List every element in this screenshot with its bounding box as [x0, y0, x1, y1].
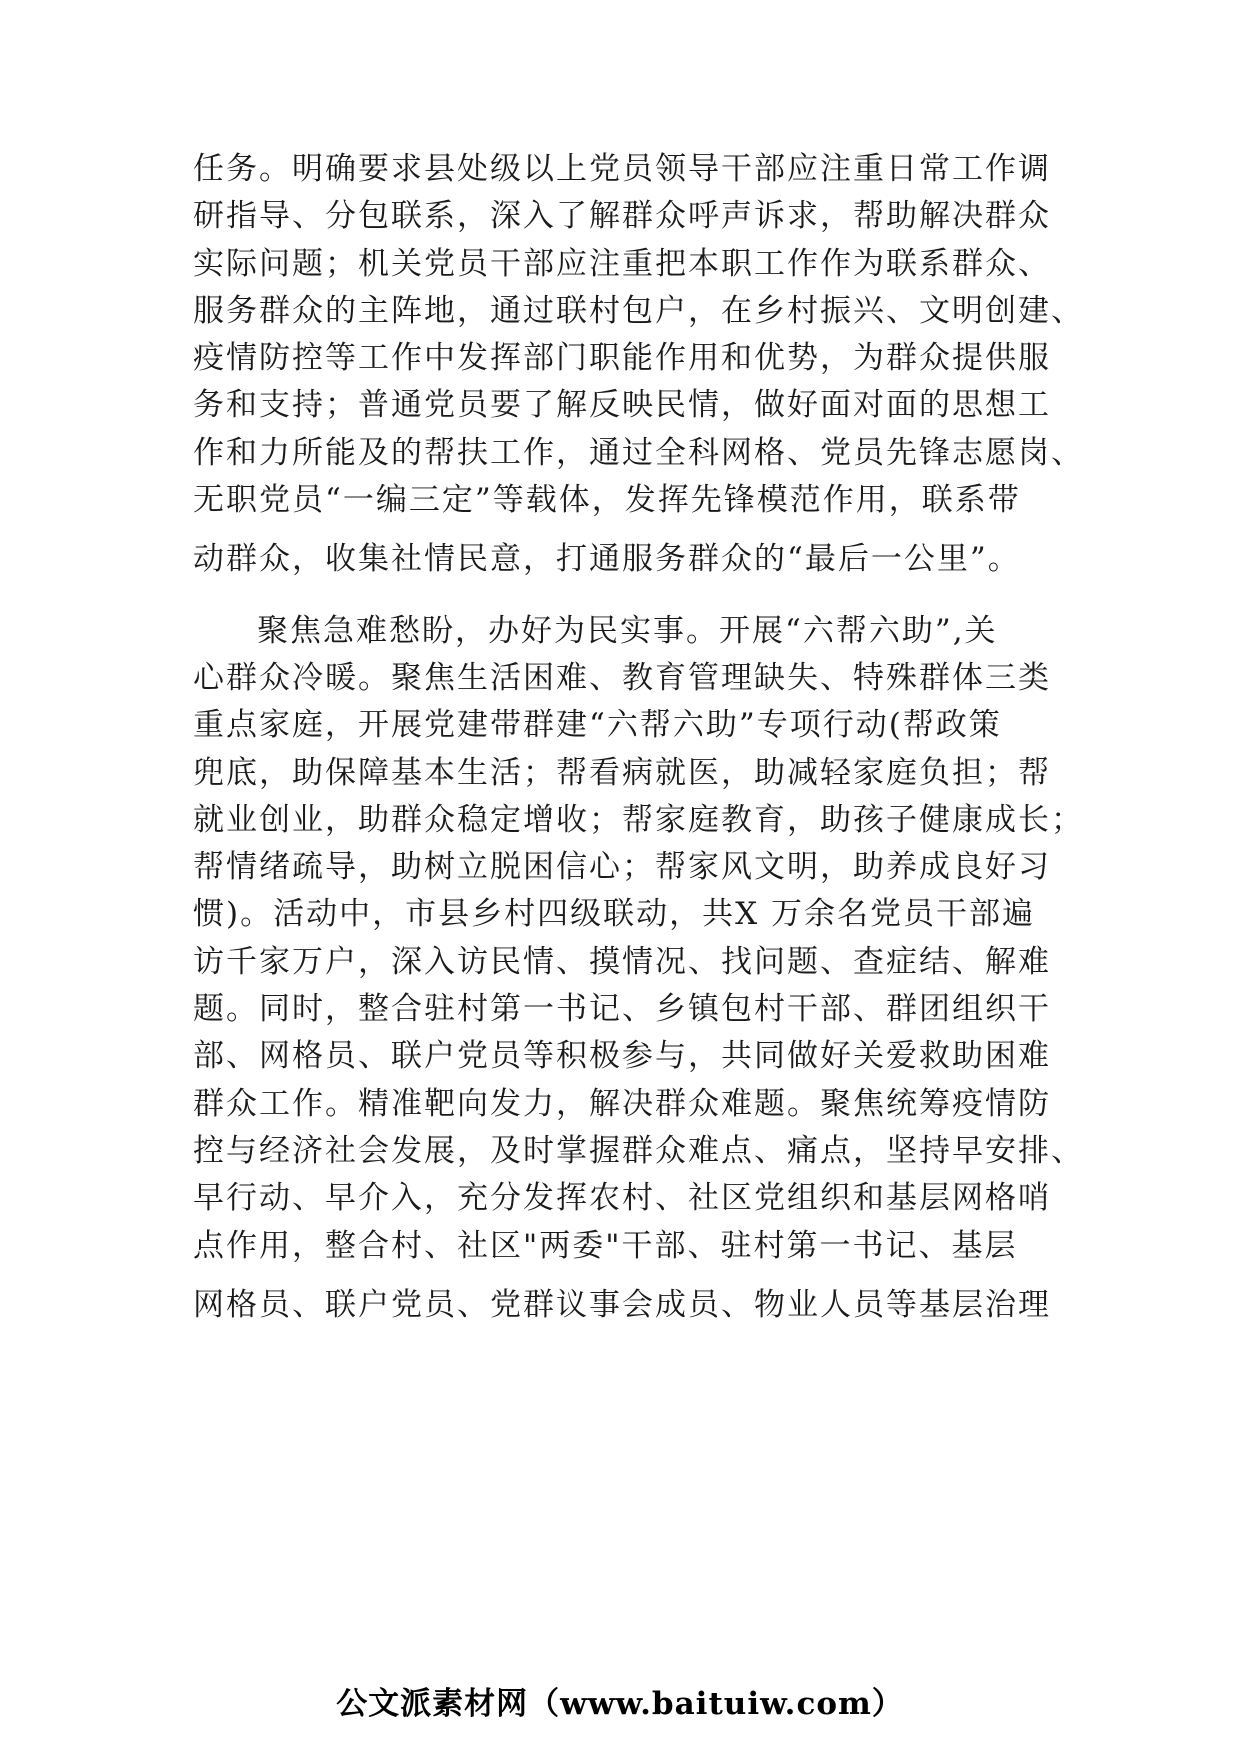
text-line: 任务。明确要求县处级以上党员领导干部应注重日常工作调: [193, 151, 1051, 187]
text-line: 题。同时，整合驻村第一书记、乡镇包村干部、群团组织干: [193, 991, 1051, 1028]
text-line: 访千家万户，深入访民情、摸情况、找问题、查症结、解难: [193, 943, 1051, 980]
text-line: 作和力所能及的帮扶工作，通过全科网格、党员先锋志愿岗、: [193, 434, 1084, 471]
body-text: [193, 146, 1084, 1329]
text-line: 网格员、联户党员、党群议事会成员、物业人员等基层治理: [193, 1286, 1051, 1323]
text-line: 群众工作。精准靶向发力，解决群众难题。聚焦统筹疫情防: [193, 1085, 1051, 1122]
text-line: 疫情防控等工作中发挥部门职能作用和优势，为群众提供服: [193, 340, 1051, 377]
text-line: 研指导、分包联系，深入了解群众呼声诉求，帮助解决群众: [193, 198, 1051, 235]
text-line: 无职党员“一编三定”等载体，发挥先锋模范作用，联系带: [193, 482, 1021, 519]
footer-watermark: 公文派素材网（www.baituiw.com）: [336, 1686, 904, 1722]
text-line: 动群众，收集社情民意，打通服务群众的“最后一公里”。: [193, 541, 1021, 578]
text-line: 心群众冷暖。聚焦生活困难、教育管理缺失、特殊群体三类: [193, 659, 1051, 696]
text-line: 务和支持；普通党员要了解反映民情，做好面对面的思想工: [193, 387, 1051, 424]
text-line: 帮情绪疏导，助树立脱困信心；帮家风文明，助养成良好习: [193, 849, 1051, 886]
text-line: 兜底，助保障基本生活；帮看病就医，助减轻家庭负担；帮: [193, 754, 1051, 791]
text-line: 就业创业，助群众稳定增收；帮家庭教育，助孩子健康成长；: [193, 801, 1084, 838]
text-line: 服务群众的主阵地，通过联村包户，在乡村振兴、文明创建、: [193, 292, 1084, 329]
text-line: 实际问题；机关党员干部应注重把本职工作作为联系群众、: [193, 245, 1051, 282]
text-line: 点作用，整合村、社区"两委"干部、驻村第一书记、基层: [193, 1227, 1018, 1264]
paragraph-first-line: 聚焦急难愁盼，办好为民实事。开展“六帮六助”,关: [257, 612, 998, 649]
text-line: 部、网格员、联户党员等积极参与，共同做好关爱救助困难: [193, 1038, 1051, 1075]
text-line: 惯)。活动中，市县乡村四级联动，共X 万余名党员干部遍: [193, 896, 1036, 933]
text-line: 早行动、早介入，充分发挥农村、社区党组织和基层网格哨: [193, 1180, 1051, 1217]
text-line: 重点家庭，开展党建带群建“六帮六助”专项行动(帮政策: [193, 707, 1002, 744]
text-line: 控与经济社会发展，及时掌握群众难点、痛点，坚持早安排、: [193, 1132, 1084, 1169]
